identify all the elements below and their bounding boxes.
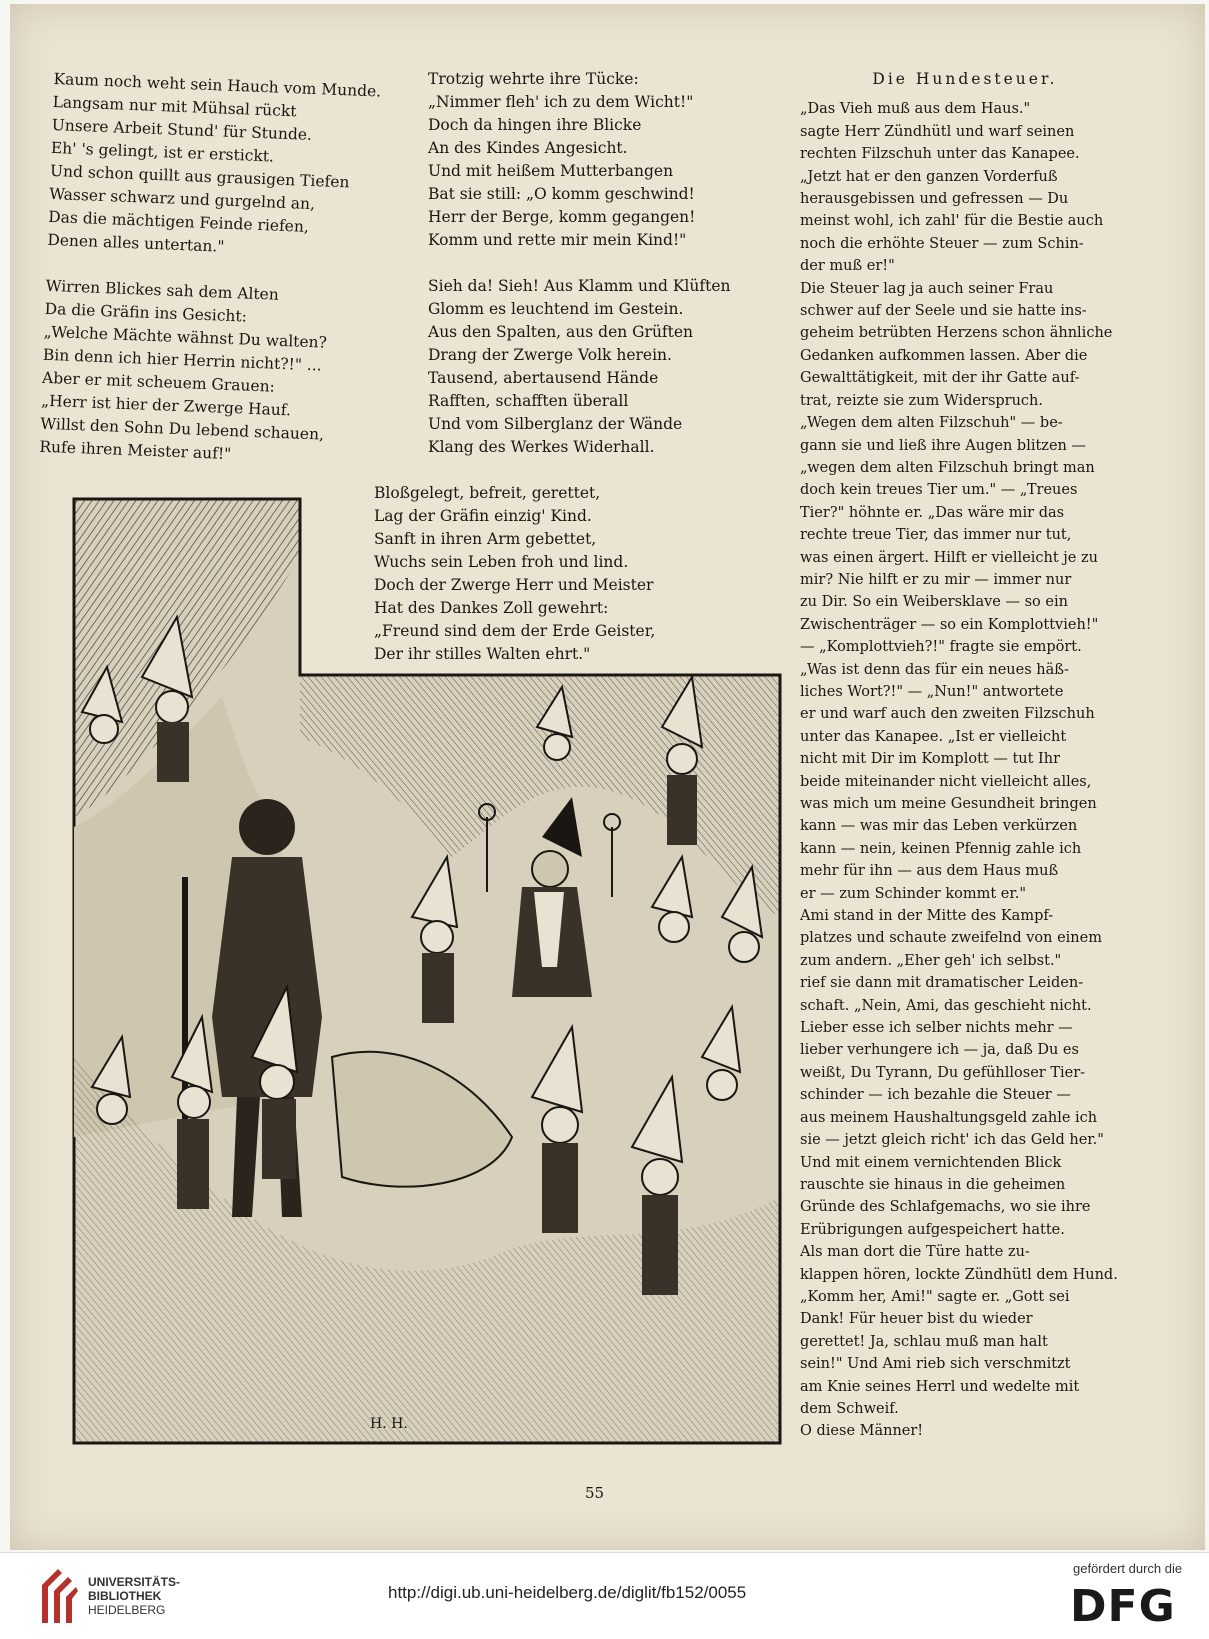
story-line: sein!" Und Ami rieb sich verschmitzt <box>800 1356 1071 1373</box>
story-line: Als man dort die Türe hatte zu- <box>800 1244 1030 1261</box>
poem-line: Trotzig wehrte ihre Tücke: <box>428 70 639 88</box>
story-line: gerettet! Ja, schlau muß man halt <box>800 1333 1048 1350</box>
story-line: „Komm her, Ami!" sagte er. „Gott sei <box>800 1288 1070 1305</box>
library-name-line3: HEIDELBERG <box>88 1603 166 1617</box>
story-line: er — zum Schinder kommt er." <box>800 885 1026 902</box>
story-line: Zwischenträger — so ein Komplottvieh!" <box>800 616 1099 633</box>
story-line: Gründe des Schlafgemachs, wo sie ihre <box>800 1199 1091 1216</box>
story-line: trat, reizte sie zum Widerspruch. <box>800 392 1044 409</box>
poem-line: Aber er mit scheuem Grauen: <box>41 368 276 396</box>
poem-line: Wirren Blickes sah dem Alten <box>45 276 280 304</box>
story-line: rechte treue Tier, das immer nur tut, <box>800 527 1072 544</box>
story-line: schaft. „Nein, Ami, das geschieht nicht. <box>800 997 1092 1014</box>
scanned-page <box>10 4 1205 1550</box>
poem-line: Drang der Zwerge Volk herein. <box>428 346 672 364</box>
poem-line: Denen alles untertan." <box>47 230 225 256</box>
story-line: rauschte sie hinaus in die geheimen <box>800 1176 1066 1193</box>
funded-by-label: gefördert durch die <box>1073 1561 1183 1576</box>
story-line: liches Wort?!" — „Nun!" antwortete <box>800 683 1064 700</box>
poem-line: Unsere Arbeit Stund' für Stunde. <box>51 115 313 144</box>
page-number: 55 <box>585 1484 605 1502</box>
story-line: was mich um meine Gesundheit bringen <box>800 796 1097 812</box>
poem-line: Rafften, schafften überall <box>428 392 629 410</box>
story-line: sagte Herr Zündhütl und warf seinen <box>800 123 1075 140</box>
story-line: mir? Nie hilft er zu mir — immer nur <box>800 571 1072 588</box>
poem-line: Herr der Berge, komm gegangen! <box>428 208 696 226</box>
poem-line: „Herr ist hier der Zwerge Hauf. <box>40 391 292 420</box>
viewer-footer <box>0 1552 1209 1639</box>
story-line: klappen hören, lockte Zündhütl dem Hund. <box>800 1266 1118 1283</box>
poem-line: Doch da hingen ihre Blicke <box>428 116 642 134</box>
poem-line: Und schon quillt aus grausigen Tiefen <box>49 161 350 192</box>
poem-line: Glomm es leuchtend im Gestein. <box>428 300 684 318</box>
story-line: gann sie und ließ ihre Augen blitzen — <box>800 437 1086 454</box>
story-line: noch die erhöhte Steuer — zum Schin- <box>800 235 1084 252</box>
poem-column-left <box>39 68 404 472</box>
story-text <box>800 98 1130 1442</box>
stanza-break <box>428 252 788 275</box>
story-line: „Wegen dem alten Filzschuh" — be- <box>800 415 1063 432</box>
poem-line: Und vom Silberglanz der Wände <box>428 415 683 433</box>
story-line: aus meinem Haushaltungsgeld zahle ich <box>800 1109 1098 1126</box>
story-line: Tier?" höhnte er. „Das wäre mir das <box>800 504 1065 521</box>
story-line: schinder — ich bezahle die Steuer — <box>800 1087 1071 1104</box>
story-line: nicht mit Dir im Komplott — tut Ihr <box>800 751 1061 768</box>
poem-line: „Welche Mächte wähnst Du walten? <box>43 322 328 352</box>
story-line: er und warf auch den zweiten Filzschuh <box>800 706 1095 723</box>
poem-line: Langsam nur mit Mühsal rückt <box>52 92 297 121</box>
poem-line: Wuchs sein Leben froh und lind. <box>374 553 629 571</box>
poem-line: Und mit heißem Mutterbangen <box>428 162 674 180</box>
poem-column-middle <box>428 68 788 459</box>
poem-line: Tausend, abertausend Hände <box>428 369 659 387</box>
story-line: platzes und schaute zweifelnd von einem <box>800 930 1102 947</box>
story-line: was einen ärgert. Hilft er vielleicht je zu <box>800 549 1098 566</box>
story-line: rechten Filzschuh unter das Kanapee. <box>800 146 1080 163</box>
poem-line: Lag der Gräfin einzig' Kind. <box>374 507 592 525</box>
poem-line: Wasser schwarz und gurgelnd an, <box>48 184 316 214</box>
poem-line: Hat des Dankes Zoll gewehrt: <box>374 599 609 617</box>
poem-line: Der ihr stilles Walten ehrt." <box>374 645 591 663</box>
library-name-line2: BIBLIOTHEK <box>88 1589 162 1603</box>
story-line: unter das Kanapee. „Ist er vielleicht <box>800 728 1067 745</box>
story-line: mehr für ihn — aus dem Haus muß <box>800 863 1059 880</box>
poem-line: „Freund sind dem der Erde Geister, <box>374 622 656 640</box>
illustrator-monogram: H. H. <box>370 1416 408 1432</box>
story-line: zum andern. „Eher geh' ich selbst." <box>800 952 1062 969</box>
illustration-drawing <box>72 497 782 1445</box>
story-line: kann — nein, keinen Pfennig zahle ich <box>800 840 1082 857</box>
poem-line: Komm und rette mir mein Kind!" <box>428 231 687 249</box>
story-line: herausgebissen und gefressen — Du <box>800 191 1069 208</box>
poem-line: Kaum noch weht sein Hauch vom Munde. <box>53 69 382 101</box>
story-line: dem Schweif. <box>800 1400 899 1417</box>
story-line: Gedanken aufkommen lassen. Aber die <box>800 347 1088 364</box>
story-title: Die Hundesteuer. <box>872 70 1058 88</box>
library-name[interactable] <box>88 1575 180 1617</box>
story-line: Erübrigungen aufgespeichert hatte. <box>800 1221 1065 1238</box>
story-column <box>800 68 1130 1443</box>
story-line: schwer auf der Seele und sie hatte ins- <box>800 303 1087 320</box>
poem-line: Bloßgelegt, befreit, gerettet, <box>374 484 601 502</box>
story-line: „Jetzt hat er den ganzen Vorderfuß <box>800 168 1058 185</box>
story-line: „wegen dem alten Filzschuh bringt man <box>800 459 1095 476</box>
story-line: am Knie seines Herrl und wedelte mit <box>800 1378 1080 1395</box>
poem-line: Bin denn ich hier Herrin nicht?!" ... <box>42 345 322 375</box>
poem-line: Willst den Sohn Du lebend schauen, <box>39 414 325 444</box>
story-line: O diese Männer! <box>800 1423 924 1440</box>
dfg-logo[interactable]: DFG <box>1070 1581 1176 1632</box>
poem-line: Eh' 's gelingt, ist er erstickt. <box>50 138 275 166</box>
story-line: rief sie dann mit dramatischer Leiden- <box>800 975 1084 992</box>
story-line: sie — jetzt gleich richt' ich das Geld her." <box>800 1132 1104 1149</box>
poem-line: Sanft in ihren Arm gebettet, <box>374 530 597 548</box>
library-name-line1: UNIVERSITÄTS- <box>88 1575 181 1589</box>
poem-line: Da die Gräfin ins Gesicht: <box>44 299 248 326</box>
poem-line: Klang des Werkes Widerhall. <box>428 438 655 456</box>
story-line: meinst wohl, ich zahl' für die Bestie auch <box>800 213 1104 230</box>
poem-line: Rufe ihren Meister auf!" <box>39 437 232 464</box>
story-line: geheim betrübten Herzens schon ähnliche <box>800 325 1113 342</box>
story-line: beide miteinander nicht vielleicht alles, <box>800 773 1092 790</box>
story-line: Lieber esse ich selber nichts mehr — <box>800 1020 1073 1037</box>
university-library-logo-icon[interactable] <box>38 1565 80 1625</box>
story-line: „Was ist denn das für ein neues häß- <box>800 661 1069 678</box>
story-line: Dank! Für heuer bist du wieder <box>800 1311 1033 1328</box>
story-line: kann — was mir das Leben verkürzen <box>800 818 1078 835</box>
story-line: Gewalttätigkeit, mit der ihr Gatte auf- <box>800 370 1080 387</box>
story-line: zu Dir. So ein Weibersklave — so ein <box>800 594 1068 611</box>
dwarves-illustration <box>72 497 782 1445</box>
story-line: der muß er!" <box>800 258 895 275</box>
poem-line: „Nimmer fleh' ich zu dem Wicht!" <box>428 93 694 111</box>
story-line: — „Komplottvieh?!" fragte sie empört. <box>800 639 1082 656</box>
story-line: weißt, Du Tyrann, Du gefühlloser Tier- <box>800 1064 1086 1081</box>
permalink-url[interactable]: http://digi.ub.uni-heidelberg.de/diglit/fb152/0055 <box>388 1583 747 1602</box>
poem-line: Doch der Zwerge Herr und Meister <box>374 576 654 594</box>
poem-line: An des Kindes Angesicht. <box>428 139 628 157</box>
story-line: Die Steuer lag ja auch seiner Frau <box>800 280 1054 297</box>
poem-line: Sieh da! Sieh! Aus Klamm und Klüften <box>428 277 731 295</box>
story-line: „Das Vieh muß aus dem Haus." <box>800 101 1031 118</box>
story-line: Ami stand in der Mitte des Kampf- <box>800 908 1054 925</box>
story-line: Und mit einem vernichtenden Blick <box>800 1154 1062 1171</box>
story-line: doch kein treues Tier um." — „Treues <box>800 482 1078 499</box>
poem-line: Bat sie still: „O komm geschwind! <box>428 185 695 203</box>
story-line: lieber verhungere ich — ja, daß Du es <box>800 1042 1079 1059</box>
poem-line: Aus den Spalten, aus den Grüften <box>428 323 694 341</box>
poem-line: Das die mächtigen Feinde riefen, <box>47 207 310 236</box>
